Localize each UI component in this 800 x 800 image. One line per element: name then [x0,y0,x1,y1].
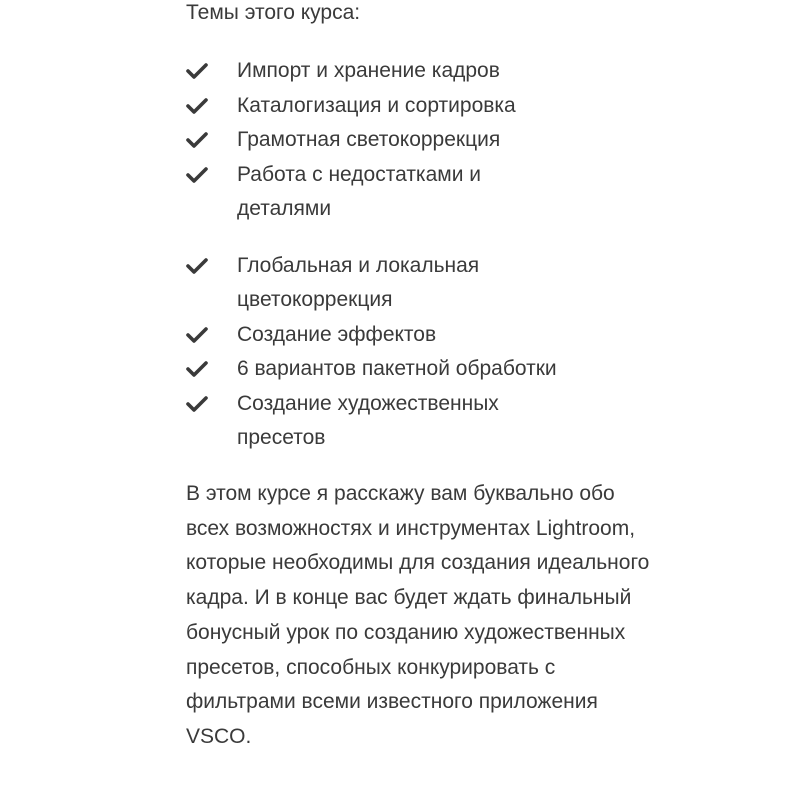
list-item [186,89,786,124]
topic-label: Глобальная и локальная цветокоррекция [237,253,480,311]
check-icon [186,395,208,413]
check-icon [186,360,208,378]
list-item [186,123,786,158]
topic-label: Создание эффектов [237,322,437,346]
topic-label: Импорт и хранение кадров [237,59,500,82]
check-icon [186,62,208,80]
list-item [186,54,786,89]
course-description: В этом курсе я расскажу вам буквально обо всех возможностях и инструментах Lightroom, которые необходимы для создания идеального кадра. И в конце вас будет ждать финальный бонусный урок по созданию художественных пресетов, способных конкурировать с фильтрами всеми известного приложения VSCO. [186,482,650,748]
topic-label: Работа с недостатками и деталями [237,162,481,220]
check-icon [186,97,208,115]
topic-label: Каталогизация и сортировка [237,93,516,117]
check-icon [186,326,208,344]
check-icon [186,257,208,275]
list-item [186,352,786,387]
list-item [186,158,786,227]
topic-label: 6 вариантов пакетной обработки [237,357,557,380]
topics-list [186,54,786,456]
topic-label: Создание художественных пресетов [237,391,499,449]
check-icon [186,131,208,149]
check-icon [186,166,208,184]
section-heading: Темы этого курса: [186,1,361,24]
list-item [186,318,786,353]
list-item [186,387,786,456]
topic-label: Грамотная светокоррекция [237,128,501,151]
list-item [186,249,786,318]
